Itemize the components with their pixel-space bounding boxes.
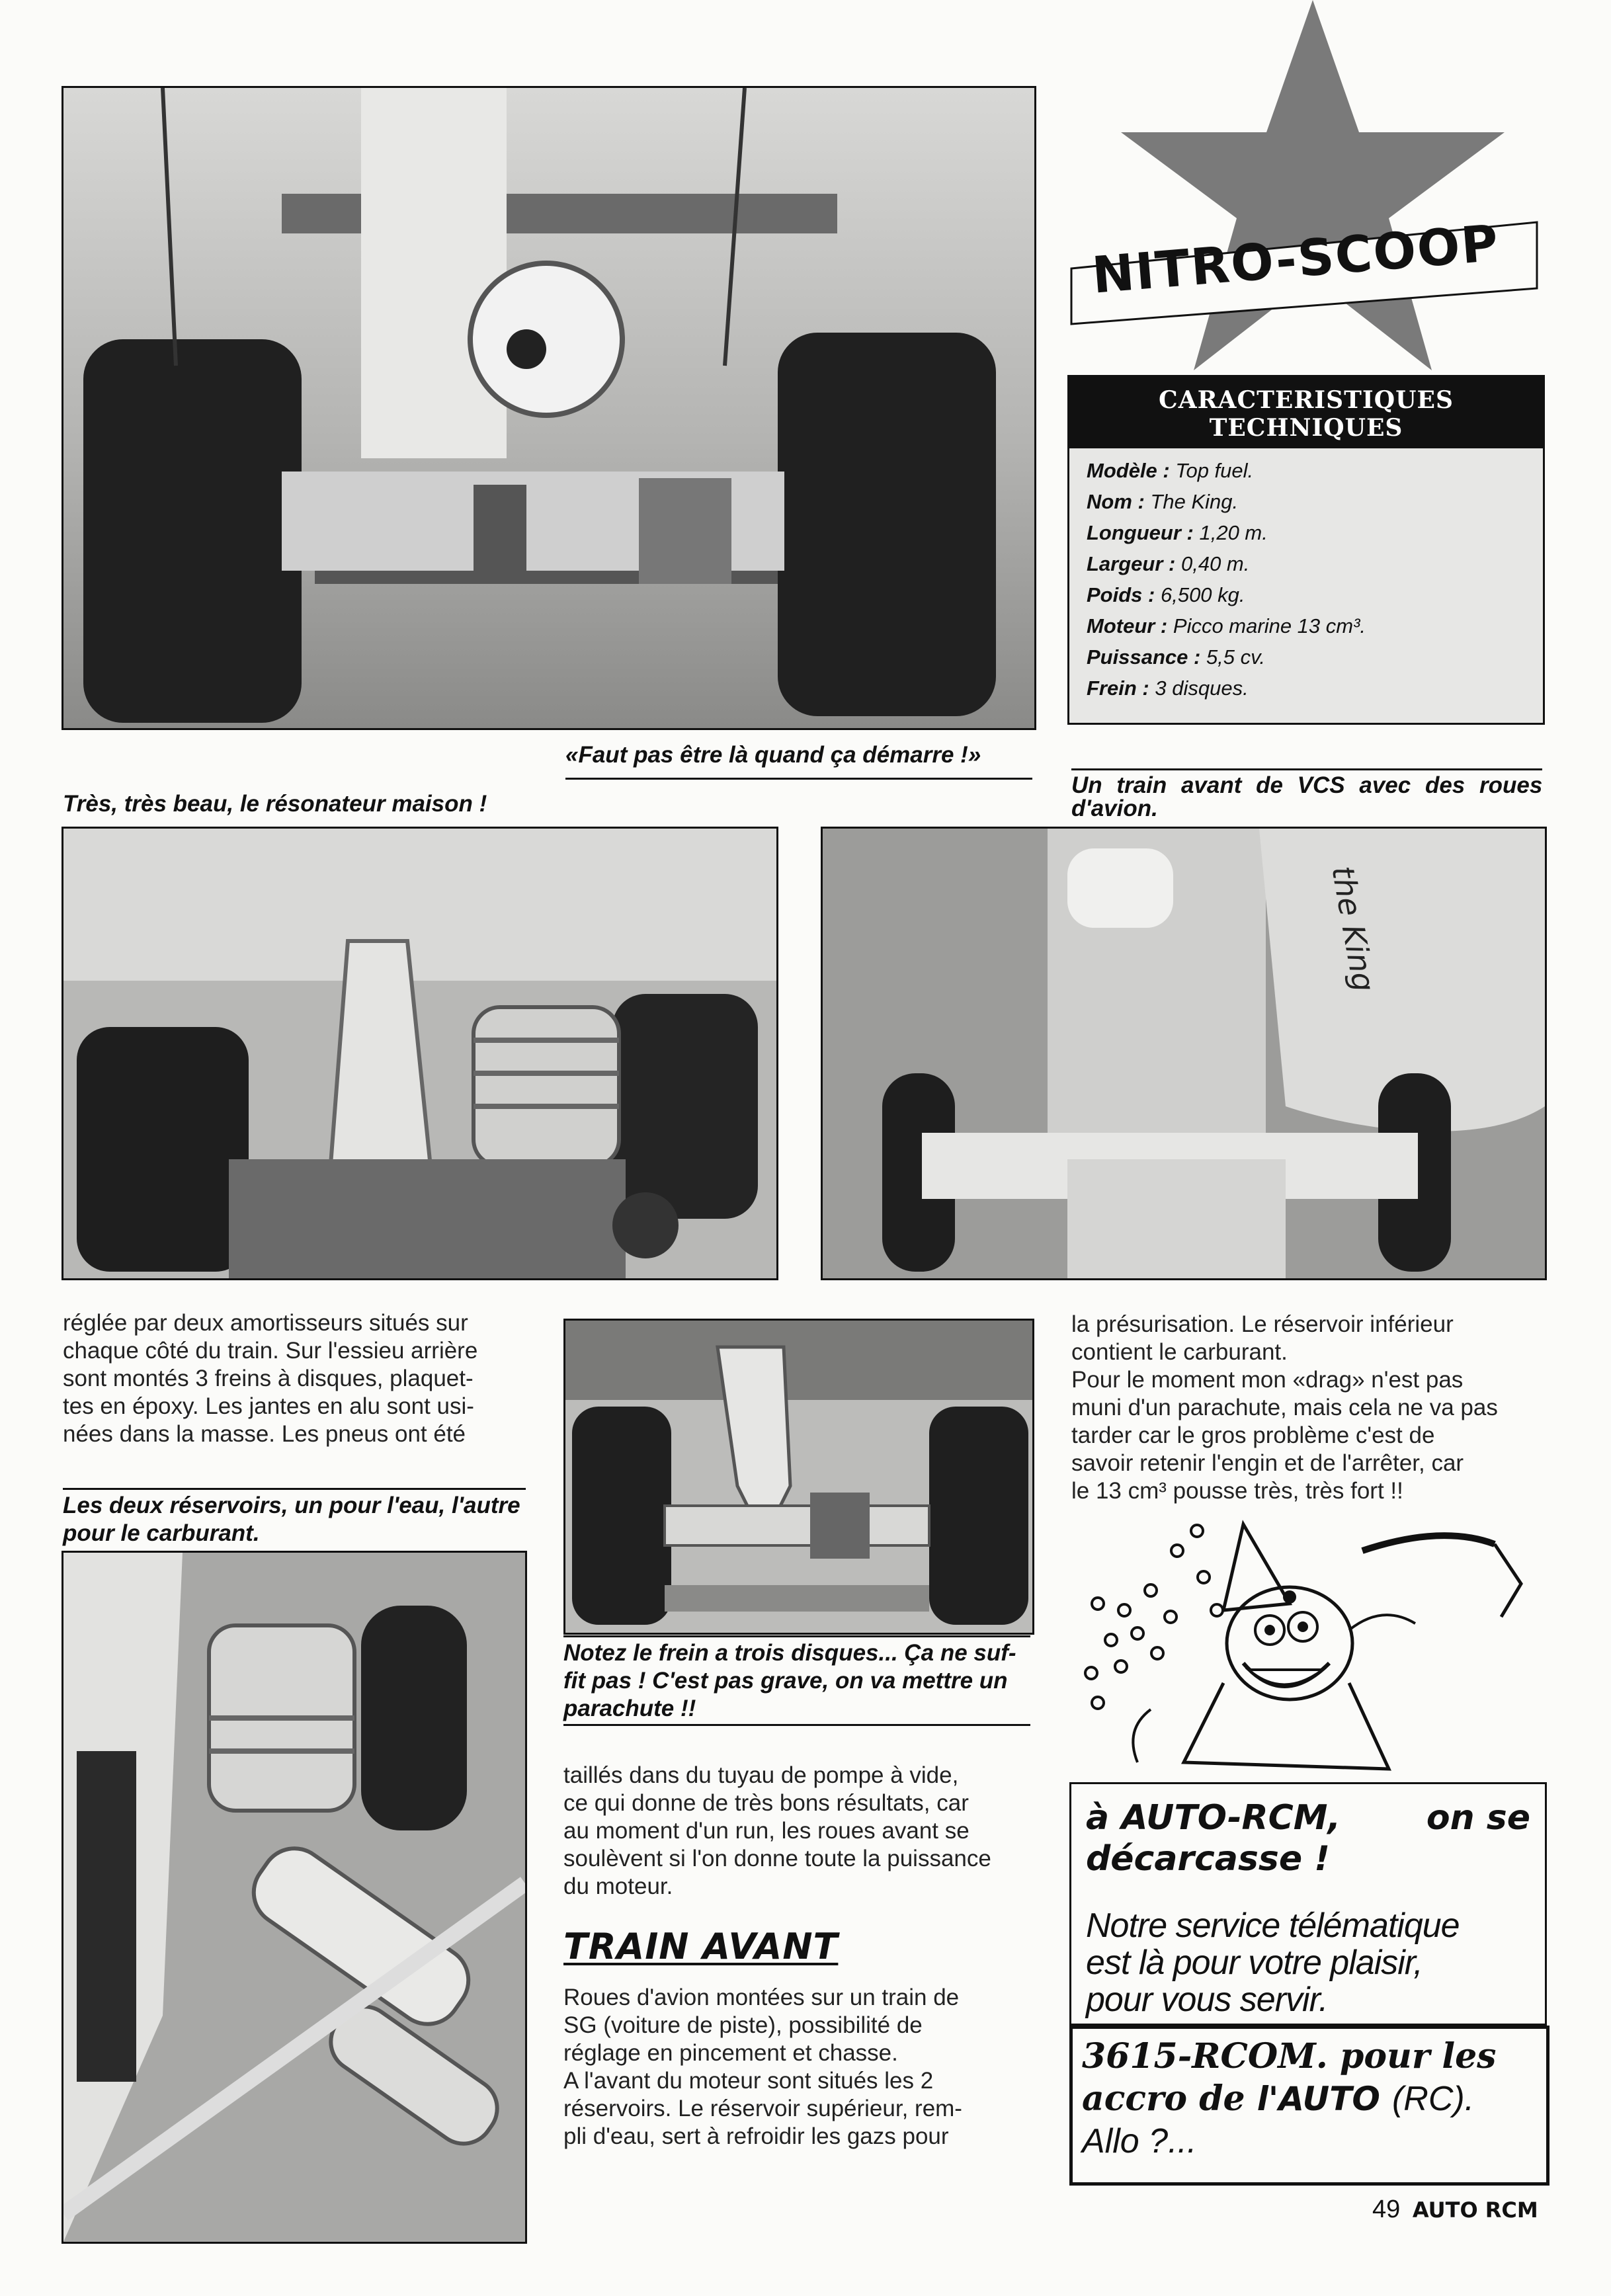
page-footer bbox=[1372, 2195, 1538, 2224]
text-line: savoir retenir l'engin et de l'arrêter, car bbox=[1071, 1450, 1464, 1476]
ad-headline-line1 bbox=[1086, 1797, 1530, 1838]
caption-tanks bbox=[63, 1492, 520, 1547]
spec-value: Picco marine 13 cm³. bbox=[1173, 614, 1366, 637]
caption-rule bbox=[565, 778, 1032, 780]
spec-label: Frein : bbox=[1087, 676, 1149, 700]
ad-promo-part: l'AUTO bbox=[1257, 2080, 1380, 2118]
spec-label: Largeur : bbox=[1087, 552, 1176, 575]
spec-list bbox=[1069, 448, 1543, 704]
ad-promo-line: Allo ?... bbox=[1082, 2122, 1197, 2160]
text-line: nées dans la masse. Les pneus ont été bbox=[63, 1421, 466, 1447]
spec-label: Puissance : bbox=[1087, 645, 1201, 669]
ad-promo-line bbox=[1082, 2078, 1496, 2120]
text-line: tes en époxy. Les jantes en alu sont usi- bbox=[63, 1393, 474, 1419]
text-line: SG (voiture de piste), possibilité de bbox=[563, 2012, 923, 2038]
spec-label: Poids : bbox=[1087, 583, 1155, 606]
article-col1 bbox=[63, 1309, 526, 1448]
text-line: au moment d'un run, les roues avant se bbox=[563, 1818, 970, 1844]
caption-resonator: Très, très beau, le résonateur maison ! bbox=[63, 791, 487, 817]
article-col3 bbox=[1071, 1311, 1542, 1505]
section-title: TRAIN AVANT bbox=[563, 1926, 839, 1967]
text-line: la présurisation. Le réservoir inférieur bbox=[1071, 1311, 1454, 1337]
caption-front-train-1: Un train avant de VCS avec des roues bbox=[1071, 772, 1543, 798]
front-train-photo bbox=[821, 827, 1547, 1280]
brake-discs-photo bbox=[563, 1319, 1034, 1635]
text-line: contient le carburant. bbox=[1071, 1339, 1288, 1365]
tanks-photo bbox=[62, 1551, 527, 2244]
caption-rule bbox=[563, 1635, 1030, 1637]
resonator-photo bbox=[62, 827, 778, 1280]
page-number: 49 bbox=[1372, 2195, 1401, 2223]
caption-brake-1: Notez le frein a trois disques... Ça ne suf- bbox=[563, 1640, 1016, 1666]
ad-body-line: pour vous servir. bbox=[1086, 1981, 1328, 2019]
article-col2a bbox=[563, 1762, 1030, 1901]
text-line: A l'avant du moteur sont situés les 2 bbox=[563, 2068, 934, 2094]
caption-rule bbox=[63, 1488, 526, 1490]
text-line: chaque côté du train. Sur l'essieu arrière bbox=[63, 1338, 478, 1364]
spec-value: Top fuel. bbox=[1175, 459, 1254, 482]
magazine-name: AUTO RCM bbox=[1412, 2197, 1538, 2223]
spec-label: Moteur : bbox=[1087, 614, 1168, 637]
caption-tanks-2: pour le carburant. bbox=[63, 1520, 260, 1546]
text-line: réglage en pincement et chasse. bbox=[563, 2040, 898, 2066]
text-line: le 13 cm³ pousse très, très fort !! bbox=[1071, 1478, 1403, 1504]
text-line: taillés dans du tuyau de pompe à vide, bbox=[563, 1762, 959, 1788]
text-line: soulèvent si l'on donne toute la puissance bbox=[563, 1846, 991, 1871]
ad-promo-part: (RC). bbox=[1391, 2080, 1475, 2118]
caption-rule bbox=[1071, 768, 1542, 770]
spec-value: The King. bbox=[1150, 490, 1239, 513]
spec-row bbox=[1087, 610, 1543, 641]
spec-row bbox=[1087, 455, 1543, 486]
spec-box bbox=[1067, 375, 1545, 725]
ad-headline-box bbox=[1069, 1782, 1547, 1901]
caption-top-quote: «Faut pas être là quand ça démarre !» bbox=[565, 742, 981, 768]
caption-front-train-2: d'avion. bbox=[1071, 796, 1158, 821]
text-line: tarder car le gros problème c'est de bbox=[1071, 1422, 1435, 1448]
ad-body-line: est là pour votre plaisir, bbox=[1086, 1944, 1423, 1982]
text-line: du moteur. bbox=[563, 1873, 673, 1899]
caption-brake-3: parachute !! bbox=[563, 1696, 696, 1721]
spec-row bbox=[1087, 517, 1543, 548]
ad-body-box bbox=[1069, 1899, 1547, 2026]
ad-promo-part: accro de bbox=[1082, 2078, 1245, 2119]
text-line: ce qui donne de très bons résultats, car bbox=[563, 1790, 969, 1816]
spec-value: 0,40 m. bbox=[1180, 552, 1250, 575]
ad-headline-line2: décarcasse ! bbox=[1086, 1839, 1330, 1879]
ad-promo-box bbox=[1069, 2026, 1549, 2186]
ad-headline-part: on se bbox=[1426, 1798, 1530, 1838]
caption-front-train bbox=[1071, 772, 1542, 823]
caption-rule bbox=[563, 1724, 1030, 1726]
spec-label: Longueur : bbox=[1087, 521, 1194, 544]
spec-row bbox=[1087, 548, 1543, 579]
badge-text: NITRO-SCOOP bbox=[1090, 213, 1502, 305]
text-line: pli d'eau, sert à refroidir les gazs pour bbox=[563, 2123, 949, 2149]
text-line: Roues d'avion montées sur un train de bbox=[563, 1985, 960, 2010]
spec-value: 5,5 cv. bbox=[1206, 645, 1265, 669]
spec-title-1: CARACTERISTIQUES bbox=[1159, 386, 1454, 414]
caption-brake bbox=[563, 1639, 1016, 1723]
ad-promo-line: 3615-RCOM. pour les bbox=[1082, 2036, 1497, 2076]
spec-header bbox=[1069, 377, 1543, 448]
nitro-scoop-badge bbox=[1070, 213, 1541, 327]
article-col2b bbox=[563, 1984, 1030, 2151]
caption-tanks-1: Les deux réservoirs, un pour l'eau, l'autre bbox=[63, 1493, 520, 1518]
spec-title-2: TECHNIQUES bbox=[1209, 414, 1403, 442]
party-cartoon-illustration bbox=[1071, 1511, 1542, 1789]
text-line: muni d'un parachute, mais cela ne va pas bbox=[1071, 1395, 1498, 1420]
spec-row bbox=[1087, 486, 1543, 517]
text-line: réservoirs. Le réservoir supérieur, rem- bbox=[563, 2096, 962, 2121]
text-line: réglée par deux amortisseurs situés sur bbox=[63, 1310, 468, 1336]
text-line: sont montés 3 freins à disques, plaquet- bbox=[63, 1366, 474, 1391]
spec-label: Nom : bbox=[1087, 490, 1145, 513]
spec-value: 6,500 kg. bbox=[1160, 583, 1245, 606]
caption-brake-2: fit pas ! C'est pas grave, on va mettre un bbox=[563, 1668, 1008, 1694]
spec-row bbox=[1087, 641, 1543, 673]
spec-value: 3 disques. bbox=[1155, 676, 1249, 700]
car-name-text: the King bbox=[1325, 863, 1382, 995]
ad-body-line: Notre service télématique bbox=[1086, 1906, 1460, 1945]
text-line: Pour le moment mon «drag» n'est pas bbox=[1071, 1367, 1464, 1393]
ad-headline-part: à AUTO-RCM, bbox=[1086, 1798, 1341, 1838]
dragster-rear-photo bbox=[62, 86, 1036, 730]
spec-value: 1,20 m. bbox=[1199, 521, 1268, 544]
spec-row bbox=[1087, 673, 1543, 704]
spec-row bbox=[1087, 579, 1543, 610]
spec-label: Modèle : bbox=[1087, 459, 1170, 482]
